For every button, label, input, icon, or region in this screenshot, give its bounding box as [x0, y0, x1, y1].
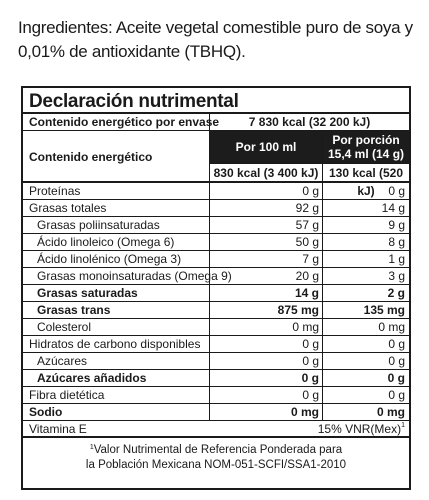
vitamin-row: [23, 421, 409, 438]
nutrient-per-100ml: 20 g: [209, 268, 322, 284]
nutrient-per-100ml: 0 g: [209, 370, 322, 386]
nutrient-label: Fibra dietética: [29, 388, 105, 402]
per-portion-header-line1: Por porción: [332, 133, 400, 147]
nutrient-per-100ml: 0 g: [209, 387, 322, 403]
nutrition-facts-panel: [21, 86, 411, 490]
nutrient-label: Ácido linoleico (Omega 6): [37, 235, 175, 249]
nutrient-per-portion: 8 g: [322, 234, 409, 250]
nutrient-per-100ml: 92 g: [209, 200, 322, 216]
footnote-sup: 1: [89, 444, 94, 451]
nutrient-label: Grasas saturadas: [37, 286, 138, 300]
nutrient-row: [23, 234, 409, 251]
nutrient-rows: [23, 183, 409, 421]
per-100ml-column: [209, 131, 322, 181]
total-energy-row: [23, 114, 409, 131]
nutrient-per-portion: 0 g: [322, 183, 409, 199]
nutrient-row: [23, 353, 409, 370]
vitamin-value-text: 15% VNR(Mex): [317, 422, 402, 436]
nutrient-label: Grasas monoinsaturadas (Omega 9): [37, 269, 232, 283]
nutrient-per-100ml: 0 g: [209, 183, 322, 199]
nutrient-per-100ml: 14 g: [209, 285, 322, 301]
nutrient-row: [23, 285, 409, 302]
nutrient-label: Azúcares: [37, 354, 88, 368]
per-100ml-energy: 830 kcal (3 400 kJ): [210, 163, 322, 181]
nutrient-row: [23, 268, 409, 285]
nutrient-label: Proteínas: [29, 184, 81, 198]
nutrient-per-portion: 0 mg: [322, 319, 409, 335]
nutrient-row: [23, 217, 409, 234]
nutrient-label: Ácido linolénico (Omega 3): [37, 252, 182, 266]
nutrient-per-100ml: 0 mg: [209, 404, 322, 420]
footnote-line2: la Población Mexicana NOM-051-SCFI/SSA1-2010: [85, 459, 347, 471]
nutrient-per-portion: 1 g: [322, 251, 409, 267]
total-energy-label: Contenido energético por envase: [29, 115, 220, 129]
per-portion-header-line2: 15,4 ml (14 g): [327, 147, 405, 161]
nutrient-per-100ml: 0 g: [209, 353, 322, 369]
nutrient-per-portion: 3 g: [322, 268, 409, 284]
nutrient-per-portion: 0 g: [322, 336, 409, 352]
nutrient-row: [23, 336, 409, 353]
nutrient-row: [23, 251, 409, 268]
per-portion-header: [323, 131, 409, 163]
per-100ml-header: Por 100 ml: [210, 131, 322, 163]
nutrient-label: Grasas totales: [29, 201, 107, 215]
nutrient-per-portion: 0 g: [322, 370, 409, 386]
nutrient-label: Grasas poliinsaturadas: [37, 218, 160, 232]
nutrient-row: [23, 302, 409, 319]
nutrient-per-100ml: 50 g: [209, 234, 322, 250]
nutrient-per-100ml: 0 g: [209, 336, 322, 352]
nutrient-row: [23, 319, 409, 336]
nutrient-per-portion: 14 g: [322, 200, 409, 216]
panel-title: Declaración nutrimental: [23, 88, 409, 114]
vitamin-value: [209, 421, 409, 436]
nutrient-row: [23, 387, 409, 404]
nutrient-per-portion: 0 g: [322, 353, 409, 369]
nutrient-label: Hidratos de carbono disponibles: [29, 337, 201, 351]
nutrient-per-100ml: 0 mg: [209, 319, 322, 335]
nutrient-row: [23, 183, 409, 200]
nutrient-row: [23, 404, 409, 421]
nutrient-per-portion: 135 mg: [322, 302, 409, 318]
nutrient-label: Colesterol: [37, 320, 92, 334]
nutrient-label: Azúcares añadidos: [37, 371, 147, 385]
vitamin-sup: 1: [401, 422, 405, 429]
nutrient-per-portion: 0 g: [322, 387, 409, 403]
footnote-line1: Valor Nutrimental de Referencia Ponderada para: [93, 444, 343, 456]
nutrient-per-portion: 0 mg: [322, 404, 409, 420]
energy-label: Contenido energético: [29, 150, 153, 164]
per-portion-energy: 130 kcal (520 kJ): [323, 163, 409, 181]
nutrient-label: Sodio: [29, 405, 63, 419]
ingredients-text: Ingredientes: Aceite vegetal comestible puro de soya y 0,01% de antioxidante (TBHQ).: [18, 18, 413, 61]
footnote: [23, 438, 409, 473]
nutrient-per-100ml: 875 mg: [209, 302, 322, 318]
total-energy-value: 7 830 kcal (32 200 kJ): [209, 114, 409, 130]
nutrient-per-portion: 9 g: [322, 217, 409, 233]
vitamin-label: Vitamina E: [29, 422, 87, 436]
nutrient-per-portion: 2 g: [322, 285, 409, 301]
nutrient-per-100ml: 7 g: [209, 251, 322, 267]
nutrient-per-100ml: 57 g: [209, 217, 322, 233]
nutrient-row: [23, 370, 409, 387]
nutrient-row: [23, 200, 409, 217]
nutrient-label: Grasas trans: [37, 303, 111, 317]
